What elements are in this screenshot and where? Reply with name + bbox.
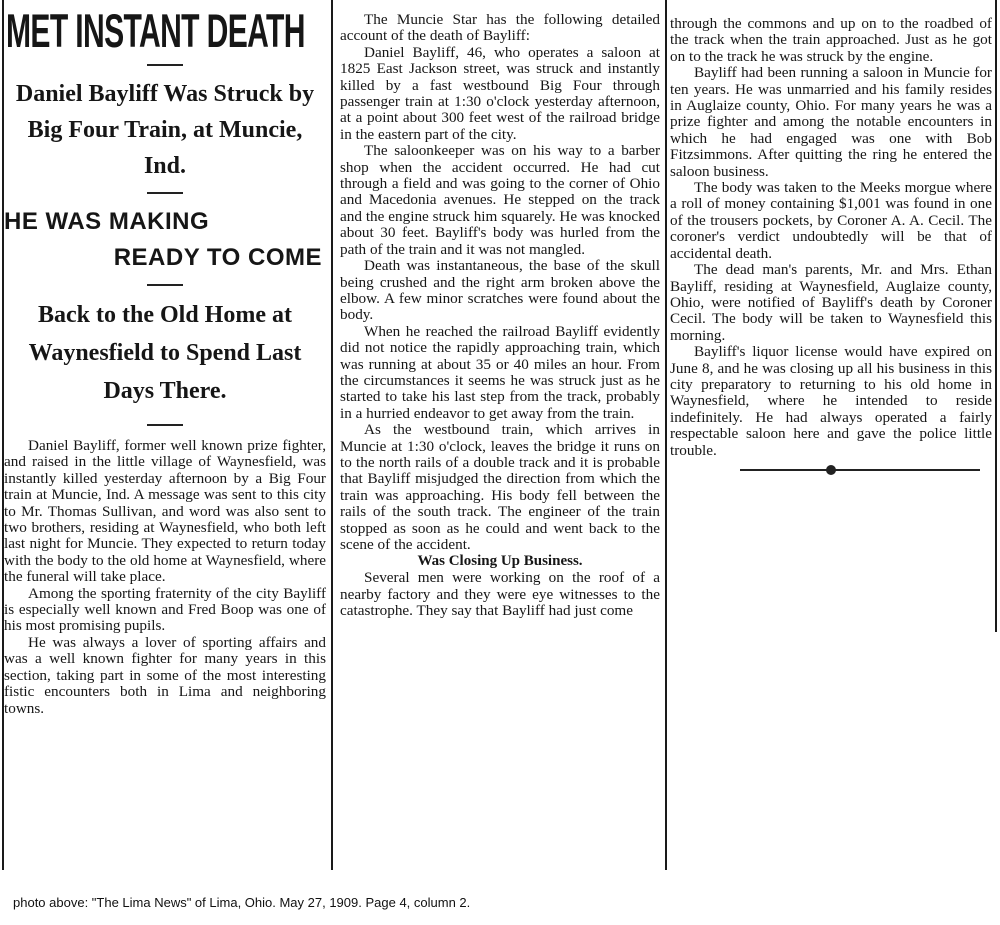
paragraph: Among the sporting fraternity of the city Bayliff is especially well known and Fred Boop was one of his most promising pupils. [4,584,326,635]
headline: MET INSTANT DEATH [6,4,305,57]
deck-2-line-1: HE WAS MAKING [4,208,210,235]
paragraph: When he reached the railroad Bayliff evidently did not notice the rapidly approaching train, which was running at about 35 or 40 miles an hour. From the circumstances it seems he was struck just as he started to take his last step from the track, probably in a hurried endeavor to get away from the train. [340,322,660,422]
column-rule [331,0,333,870]
subheading: Was Closing Up Business. [417,553,583,570]
paragraph: through the commons and up on to the roadbed of the track when the train approached. Just as he got on to the track he was struck by the engine. [670,15,992,65]
paragraph: The saloonkeeper was on his way to a barber shop when the accident occurred. He had cut through a field and was going to the corner of Ohio and Macedonia avenues. He stepped on the track and the engine struck him squarely. He was knocked about 30 feet. Bayliff's body was hurled from the path of the train and it was not mangled. [340,142,660,258]
paragraph: Several men were working on the roof of a nearby factory and they were eye witnesses to the catastrophe. They say that Bayliff had just come [340,569,660,620]
column-rule [665,0,667,870]
paragraph: The dead man's parents, Mr. and Mrs. Ethan Bayliff, residing at Waynesfield, Auglaize county, Ohio, were notified of Bayliff's death by Coroner Cecil. The body will be taken to Waynesfield this morning. [670,261,992,344]
paragraph: Daniel Bayliff, former well known prize fighter, and raised in the little village of Waynesfield, was instantly killed yesterday afternoon by a Big Four train at Muncie, Ind. A message was sent to this city to Mr. Thomas Sullivan, and word was also sent to two brothers, residing at Waynesfield, who both left last night for Muncie. They expected to return today with the body to the old home at Waynesfield, where the funeral will take place. [4,437,326,586]
paragraph: Bayliff had been running a saloon in Muncie for ten years. He was unmarried and his family resides in Auglaize county, Ohio. For many years he was a prize fighter and among the notable encounters in which he had engaged was one with Bob Fitzsimmons. After quitting the ring he entered the saloon business. [670,64,992,180]
paragraph: Death was instantaneous, the base of the skull being crushed and the right arm broken above the elbow. A few minor scratches were found about the body. [340,257,660,324]
deck-2-line-2: READY TO COME [113,244,322,271]
deck-divider [147,284,183,286]
body-divider [147,424,183,426]
paragraph: As the westbound train, which arrives in Muncie at 1:30 o'clock, leaves the bridge it runs on to the north rails of a double track and it is probable that Bayliff misjudged the direction from which the train was approaching. His body fell between the rails of the south track. The engineer of the train stopped as soon as he could and went back to the scene of the accident. [340,421,660,553]
ornament-line [740,469,980,471]
article-body-col2 [340,12,660,620]
paragraph: Daniel Bayliff, 46, who operates a saloon at 1825 East Jackson street, was struck and instantly killed by a fast westbound Big Four through passenger train at 1:30 o'clock yesterday afternoon, at a point about 300 feet west of the railroad bridge in the eastern part of the city. [340,43,660,143]
headline-divider [147,64,183,66]
column-rule [995,0,997,632]
paragraph: The body was taken to the Meeks morgue where a roll of money containing $1,001 was found in one of the trousers pockets, by Coroner A. A. Cecil. The coroner's verdict undoubtedly will be that of accidental death. [670,179,992,262]
article-body-col3 [670,16,992,459]
end-ornament [670,465,992,475]
column-3 [670,0,992,628]
deck-1: Daniel Bayliff Was Struck by Big Four Train, at Muncie, Ind. [15,81,315,179]
paragraph: He was always a lover of sporting affairs and was a well known fighter for many years in this section, taking part in some of the most interesting fistic encounters both in Lima and neighboring towns. [4,633,326,717]
paragraph: The Muncie Star has the following detailed account of the death of Bayliff: [340,11,660,45]
deck-3: Back to the Old Home at Waynesfield to Spend Last Days There. [28,302,302,404]
column-1 [4,0,326,870]
ornament-dot [826,465,836,475]
photo-caption: photo above: "The Lima News" of Lima, Ohio. May 27, 1909. Page 4, column 2. [13,895,471,910]
article-body-col1 [4,438,326,717]
column-2 [340,0,660,870]
deck-divider [147,192,183,194]
paragraph: Bayliff's liquor license would have expired on June 8, and he was closing up all his business in this city preparatory to returning to his old home in Waynesfield, where he intended to reside indefinitely. He had always operated a fairly respectable saloon here and gave the police little trouble. [670,343,992,459]
